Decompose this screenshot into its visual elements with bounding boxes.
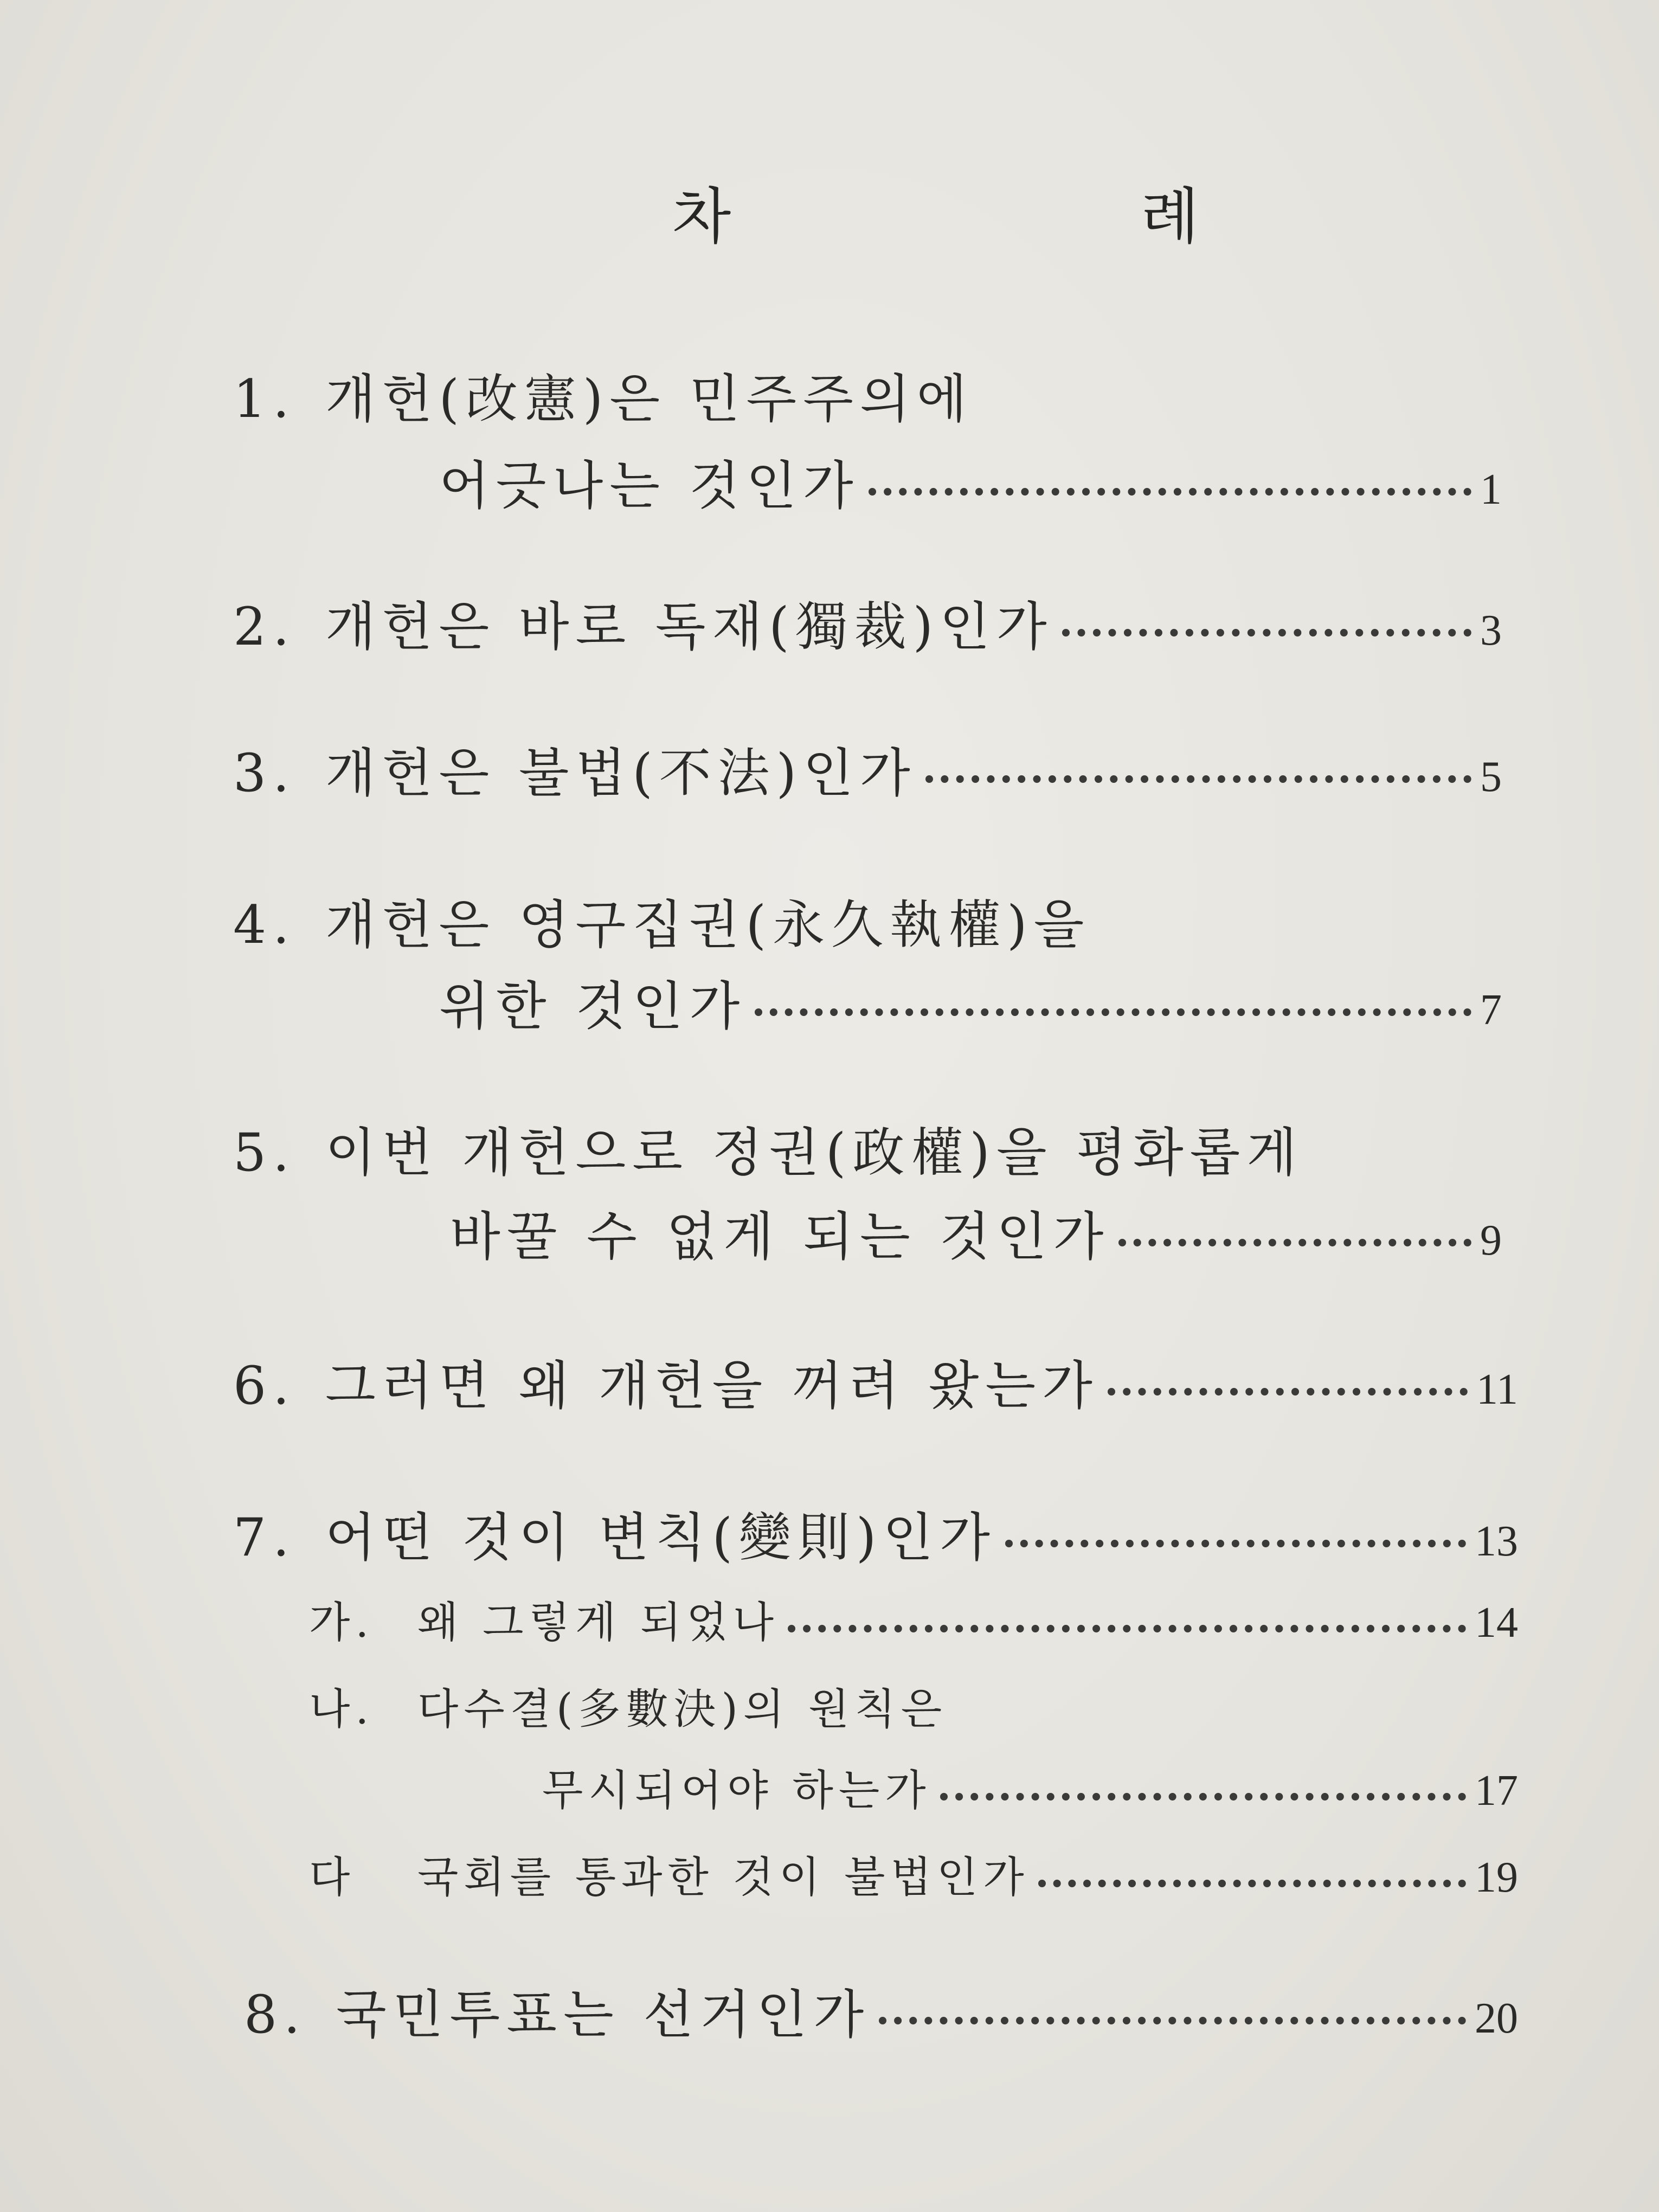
entry-number: 6.: [233, 1355, 296, 1416]
entry-title-line1: 이번 개헌으로 정권(政權)을 평화롭게: [325, 1122, 1304, 1183]
entry-title-line2: 바꿀 수 없게 되는 것인가: [450, 1206, 1110, 1267]
dot-leader: [755, 1008, 1471, 1016]
toc-entry-1-line2: [439, 445, 1502, 519]
toc-entry-7: [233, 1496, 1518, 1571]
page-number: 11: [1476, 1366, 1518, 1413]
dot-leader: [879, 2017, 1466, 2024]
dot-leader: [1005, 1540, 1466, 1547]
toc-entry-4-line2: [439, 965, 1502, 1039]
toc-subentry-ga: [309, 1589, 1518, 1649]
entry-title: 국회를 통과한 것이 불법인가: [417, 1853, 1030, 1902]
toc-entry-5-line2: [450, 1195, 1502, 1270]
toc-subentry-na: [309, 1675, 947, 1736]
toc-entry-2: [233, 586, 1502, 660]
dot-leader: [788, 1625, 1466, 1632]
entry-title: 어떤 것이 변칙(變則)인가: [325, 1507, 996, 1568]
entry-number: 가.: [309, 1598, 375, 1647]
dot-leader: [925, 775, 1471, 783]
entry-number: 7.: [233, 1507, 296, 1568]
dot-leader: [940, 1793, 1466, 1801]
toc-entry-5: [233, 1111, 1303, 1186]
dot-leader: [869, 488, 1471, 496]
entry-title-line2: 무시되어야 하는가: [542, 1766, 931, 1815]
entry-title-line1: 개헌(改憲)은 민주주의에: [325, 369, 974, 429]
entry-title: 국민투표는 선거인가: [336, 1984, 871, 2045]
toc-entry-8: [244, 1973, 1518, 2048]
toc-entry-6: [233, 1345, 1518, 1419]
toc-entry-4: [233, 884, 1090, 958]
page-number: 7: [1480, 986, 1502, 1034]
page-number: 13: [1475, 1517, 1518, 1565]
page-number: 1: [1480, 466, 1502, 513]
page-number: 20: [1475, 1995, 1518, 2042]
entry-title-line1: 개헌은 영구집권(永久執權)을: [325, 895, 1091, 955]
dot-leader: [1038, 1880, 1466, 1887]
dot-leader: [1118, 1239, 1471, 1246]
entry-number: 3.: [233, 743, 296, 803]
entry-number: 4.: [233, 895, 296, 955]
entry-title: 그러면 왜 개헌을 꺼려 왔는가: [325, 1355, 1099, 1416]
page-title: 차 례: [672, 182, 1394, 252]
page-number: 9: [1480, 1217, 1502, 1264]
entry-number: 2.: [233, 596, 296, 657]
entry-number: 5.: [233, 1122, 296, 1183]
entry-title-line1: 다수결(多數決)의 원칙은: [417, 1685, 948, 1734]
entry-title: 개헌은 바로 독재(獨裁)인가: [325, 596, 1053, 657]
toc-entry-3: [233, 732, 1502, 806]
entry-number: 1.: [233, 369, 296, 429]
toc-entry-1: [233, 358, 973, 432]
dot-leader: [1062, 629, 1471, 636]
entry-number: 8.: [244, 1984, 307, 2045]
page-number: 17: [1475, 1767, 1518, 1815]
entry-title: 개헌은 불법(不法)인가: [325, 743, 917, 803]
entry-number: 다: [309, 1853, 356, 1902]
entry-number: 나.: [309, 1685, 375, 1734]
entry-title-line2: 어긋나는 것인가: [439, 455, 860, 516]
page-number: 5: [1480, 753, 1502, 801]
toc-subentry-da: [309, 1843, 1518, 1904]
page-number: 3: [1480, 607, 1502, 654]
dot-leader: [1108, 1388, 1468, 1396]
toc-subentry-na-line2: [542, 1757, 1518, 1817]
entry-title-line2: 위한 것인가: [439, 976, 747, 1037]
entry-title: 왜 그렇게 되었나: [417, 1598, 780, 1647]
page-number: 19: [1475, 1854, 1518, 1901]
page-number: 14: [1475, 1599, 1518, 1647]
